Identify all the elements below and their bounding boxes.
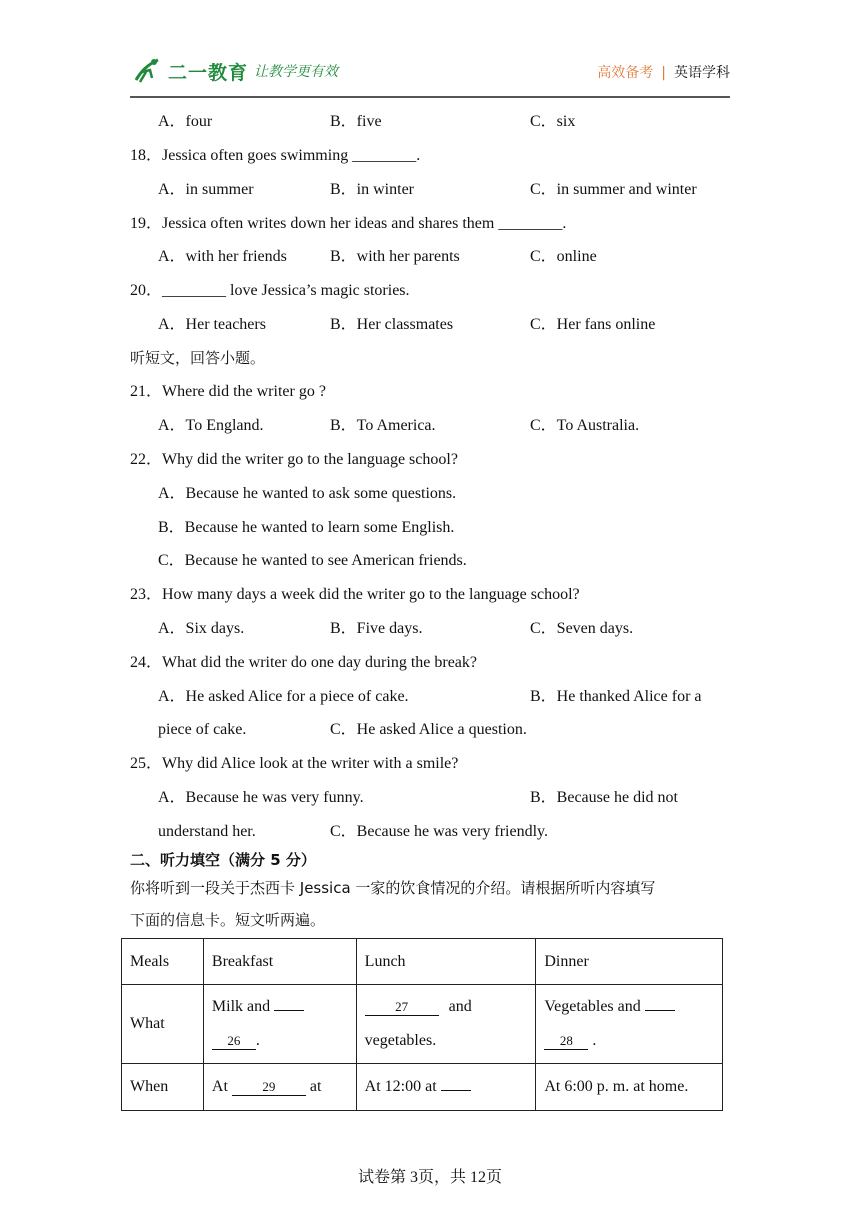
blank-26[interactable]: 26 [212, 1033, 256, 1050]
q23-stem: 23．How many days a week did the writer go to the language school? [130, 586, 580, 603]
q21-option-b: B．To America. [330, 417, 436, 434]
q18-option-a: A．in summer [158, 181, 254, 198]
blank-26-start[interactable] [274, 1010, 304, 1011]
q22-option-c: C．Because he wanted to see American friends. [158, 552, 467, 569]
q18-option-c: C．in summer and winter [530, 181, 697, 198]
header-meals: Meals [122, 939, 204, 985]
blank-29[interactable]: 29 [232, 1079, 306, 1096]
q24-option-c: C．He asked Alice a question. [330, 721, 527, 738]
q19-option-b: B．with her parents [330, 248, 460, 265]
what-lunch-vegetables: vegetables. [364, 1032, 437, 1049]
table-row-what [122, 985, 723, 1064]
what-breakfast-text: Milk and [211, 998, 271, 1015]
q25-option-c: C．Because he was very friendly. [330, 823, 549, 840]
q25-option-a: A．Because he was very funny. [158, 789, 364, 806]
q18-option-b: B．in winter [330, 181, 414, 198]
q21-option-a: A．To England. [158, 417, 264, 434]
logo-slogan: 让教学更有效 [254, 64, 339, 80]
q20-stem: 20．________ love Jessica’s magic stories. [130, 282, 410, 299]
when-lunch-cell [356, 1064, 536, 1111]
q19-option-c: C．online [530, 248, 597, 265]
what-lunch-and: and [448, 998, 472, 1015]
q17-option-c: C．six [530, 113, 576, 130]
q23-option-a: A．Six days. [158, 620, 245, 637]
what-breakfast-end: . [255, 1032, 260, 1049]
logo [130, 52, 338, 90]
blank-27[interactable]: 27 [365, 999, 439, 1016]
runner-logo-icon [130, 56, 164, 86]
blank-28[interactable]: 28 [544, 1033, 588, 1050]
q22-stem: 22．Why did the writer go to the language school? [130, 451, 458, 468]
q17-option-b: B．five [330, 113, 382, 130]
page-header [130, 52, 730, 98]
q23-option-b: B．Five days. [330, 620, 423, 637]
what-dinner-end: . [592, 1032, 597, 1049]
table-row-when [122, 1064, 723, 1111]
q22-option-b: B．Because he wanted to learn some English. [158, 519, 455, 536]
q25-option-b: B．Because he did not [530, 789, 678, 806]
when-breakfast-cell [203, 1064, 356, 1111]
when-lunch-text: At 12:00 at [364, 1078, 437, 1095]
q25-option-b-cont: understand her. [158, 823, 256, 840]
when-dinner-cell: At 6:00 p. m. at home. [536, 1064, 723, 1111]
logo-text: 二一教育 [168, 61, 249, 84]
q19-option-a: A．with her friends [158, 248, 287, 265]
q18-stem: 18．Jessica often goes swimming ________. [130, 147, 421, 164]
q21-stem: 21．Where did the writer go ? [130, 383, 326, 400]
q20-option-c: C．Her fans online [530, 316, 656, 333]
when-breakfast-at2: at [309, 1078, 322, 1095]
q17-option-a: A．four [158, 113, 213, 130]
header-breakfast: Breakfast [203, 939, 356, 985]
info-card-table [121, 938, 723, 1111]
passage-instruction: 听短文，回答小题。 [130, 349, 266, 367]
row-what-label: What [122, 985, 204, 1064]
what-dinner-text: Vegetables and [544, 998, 641, 1015]
header-tag: 高效备考 [597, 65, 654, 81]
header-lunch: Lunch [356, 939, 536, 985]
q20-option-b: B．Her classmates [330, 316, 454, 333]
q20-option-a: A．Her teachers [158, 316, 266, 333]
what-dinner-cell [536, 985, 723, 1064]
row-when-label: When [122, 1064, 204, 1111]
q25-stem: 25．Why did Alice look at the writer with a smile? [130, 755, 459, 772]
q21-option-c: C．To Australia. [530, 417, 640, 434]
header-subject: 英语学科 [674, 65, 730, 81]
q23-option-c: C．Seven days. [530, 620, 634, 637]
section2-instruction-line2: 下面的信息卡。短文听两遍。 [130, 911, 326, 929]
header-separator: | [661, 65, 666, 81]
what-lunch-cell [356, 985, 536, 1064]
q19-stem: 19．Jessica often writes down her ideas and shares them ________. [130, 215, 567, 232]
table-header-row [122, 939, 723, 985]
q24-option-b: B．He thanked Alice for a [530, 688, 702, 705]
blank-28-start[interactable] [645, 1010, 675, 1011]
page-footer: 试卷第 3页，共 12页 [357, 1169, 502, 1186]
header-right [597, 62, 730, 82]
what-breakfast-cell [203, 985, 356, 1064]
blank-30[interactable] [441, 1090, 471, 1091]
section2-instruction-line1: 你将听到一段关于杰西卡 Jessica 一家的饮食情况的介绍。请根据所听内容填写 [130, 879, 656, 897]
section2-title: 二、听力填空（满分 5 分） [130, 851, 316, 869]
q24-option-b-cont: piece of cake. [158, 721, 247, 738]
when-breakfast-at: At [211, 1078, 228, 1095]
header-divider [130, 96, 730, 98]
q22-option-a: A．Because he wanted to ask some questions. [158, 485, 457, 502]
q24-option-a: A．He asked Alice for a piece of cake. [158, 688, 409, 705]
header-dinner: Dinner [536, 939, 723, 985]
q24-stem: 24．What did the writer do one day during the break? [130, 654, 478, 671]
